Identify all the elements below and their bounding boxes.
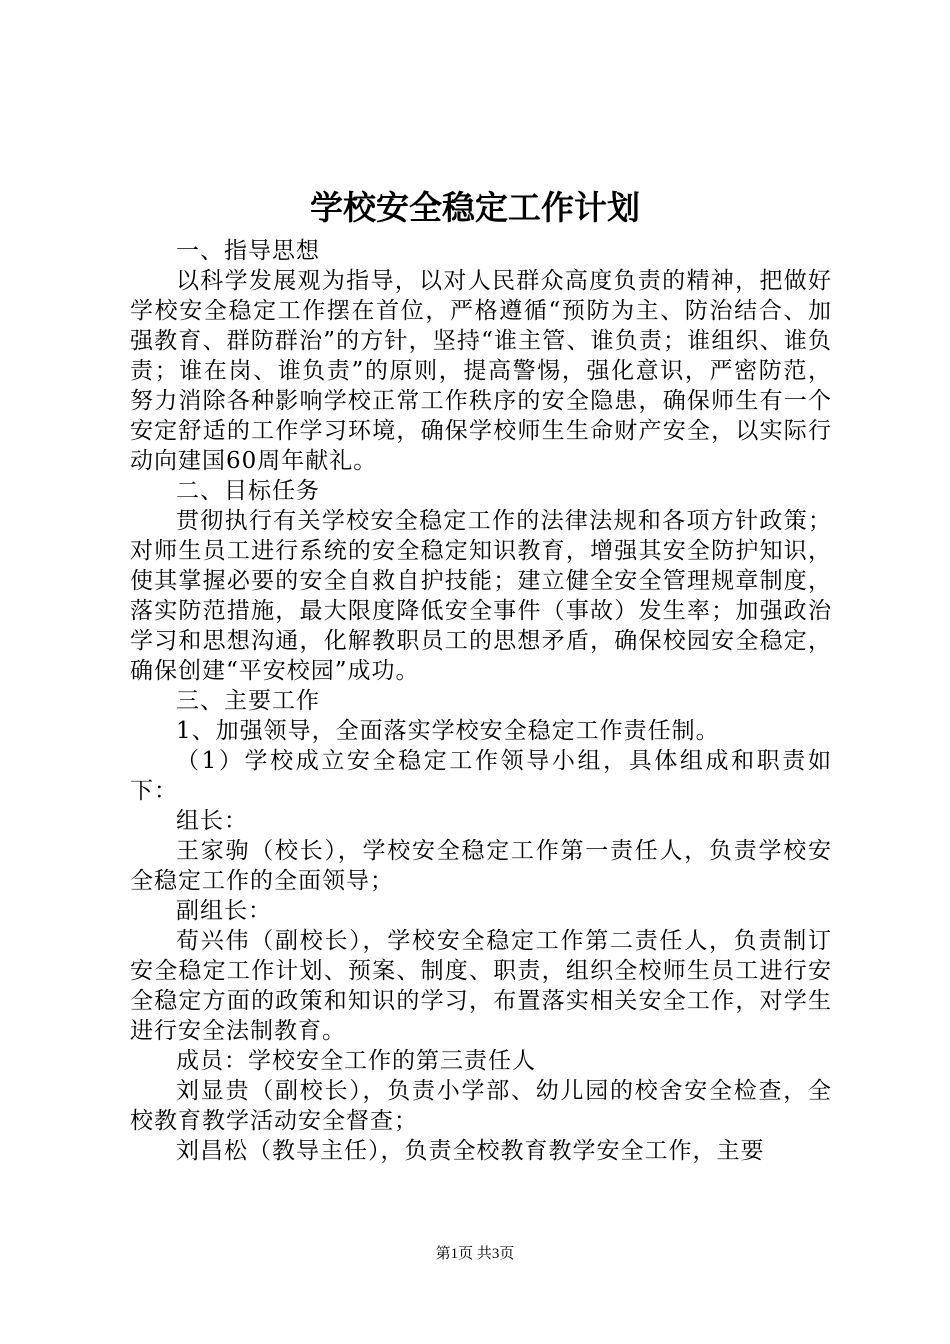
label-members: 成员：学校安全工作的第三责任人	[176, 1048, 536, 1074]
paragraph-team-leader: 王家驹（校长），学校安全稳定工作第一责任人，负责学校安全稳定工作的全面领导；	[130, 838, 832, 894]
label-deputy-leader: 副组长：	[176, 898, 272, 924]
paragraph-item-1-1: （1）学校成立安全稳定工作领导小组，具体组成和职责如下：	[130, 748, 832, 804]
paragraph-item-1: 1、加强领导，全面落实学校安全稳定工作责任制。	[176, 718, 720, 744]
label-team-leader: 组长：	[176, 808, 248, 834]
page-number-footer: 第1页 共3页	[435, 1246, 515, 1262]
paragraph-member-1: 刘显贵（副校长），负责小学部、幼儿园的校舍安全检查，全校教育教学活动安全督查；	[130, 1078, 832, 1134]
paragraph-member-2: 刘昌松（教导主任），负责全校教育教学安全工作，主要	[176, 1138, 765, 1164]
paragraph-guiding-thought: 以科学发展观为指导，以对人民群众高度负责的精神，把做好学校安全稳定工作摆在首位，严格遵循“预防为主、防治结合、加强教育、群防群治”的方针，坚持“谁主管、谁负责；谁组织、谁负责；谁在岗、谁负责”的原则，提高警惕，强化意识，严密防范，努力消除各种影响学校正常工作秩序的安全隐患，确保师生有一个安定舒适的工作学习环境，确保学校师生生命财产安全，以实际行动向建国60周年献礼。	[130, 268, 832, 474]
document-body	[130, 236, 832, 1166]
paragraph-deputy-leader: 荀兴伟（副校长），学校安全稳定工作第二责任人，负责制订安全稳定工作计划、预案、制度、职责，组织全校师生员工进行安全稳定方面的政策和知识的学习，布置落实相关安全工作，对学生进行安全法制教育。	[130, 928, 832, 1044]
section-heading-guiding-thought: 一、指导思想	[176, 238, 320, 264]
section-heading-goals: 二、目标任务	[176, 478, 320, 504]
paragraph-goals: 贯彻执行有关学校安全稳定工作的法律法规和各项方针政策；对师生员工进行系统的安全稳定知识教育，增强其安全防护知识，使其掌握必要的安全自救自护技能；建立健全安全管理规章制度，落实防范措施，最大限度降低安全事件（事故）发生率；加强政治学习和思想沟通，化解教职员工的思想矛盾，确保校园安全稳定，确保创建“平安校园”成功。	[130, 508, 832, 684]
section-heading-main-work: 三、主要工作	[176, 688, 320, 714]
document-title: 学校安全稳定工作计划	[310, 188, 640, 227]
